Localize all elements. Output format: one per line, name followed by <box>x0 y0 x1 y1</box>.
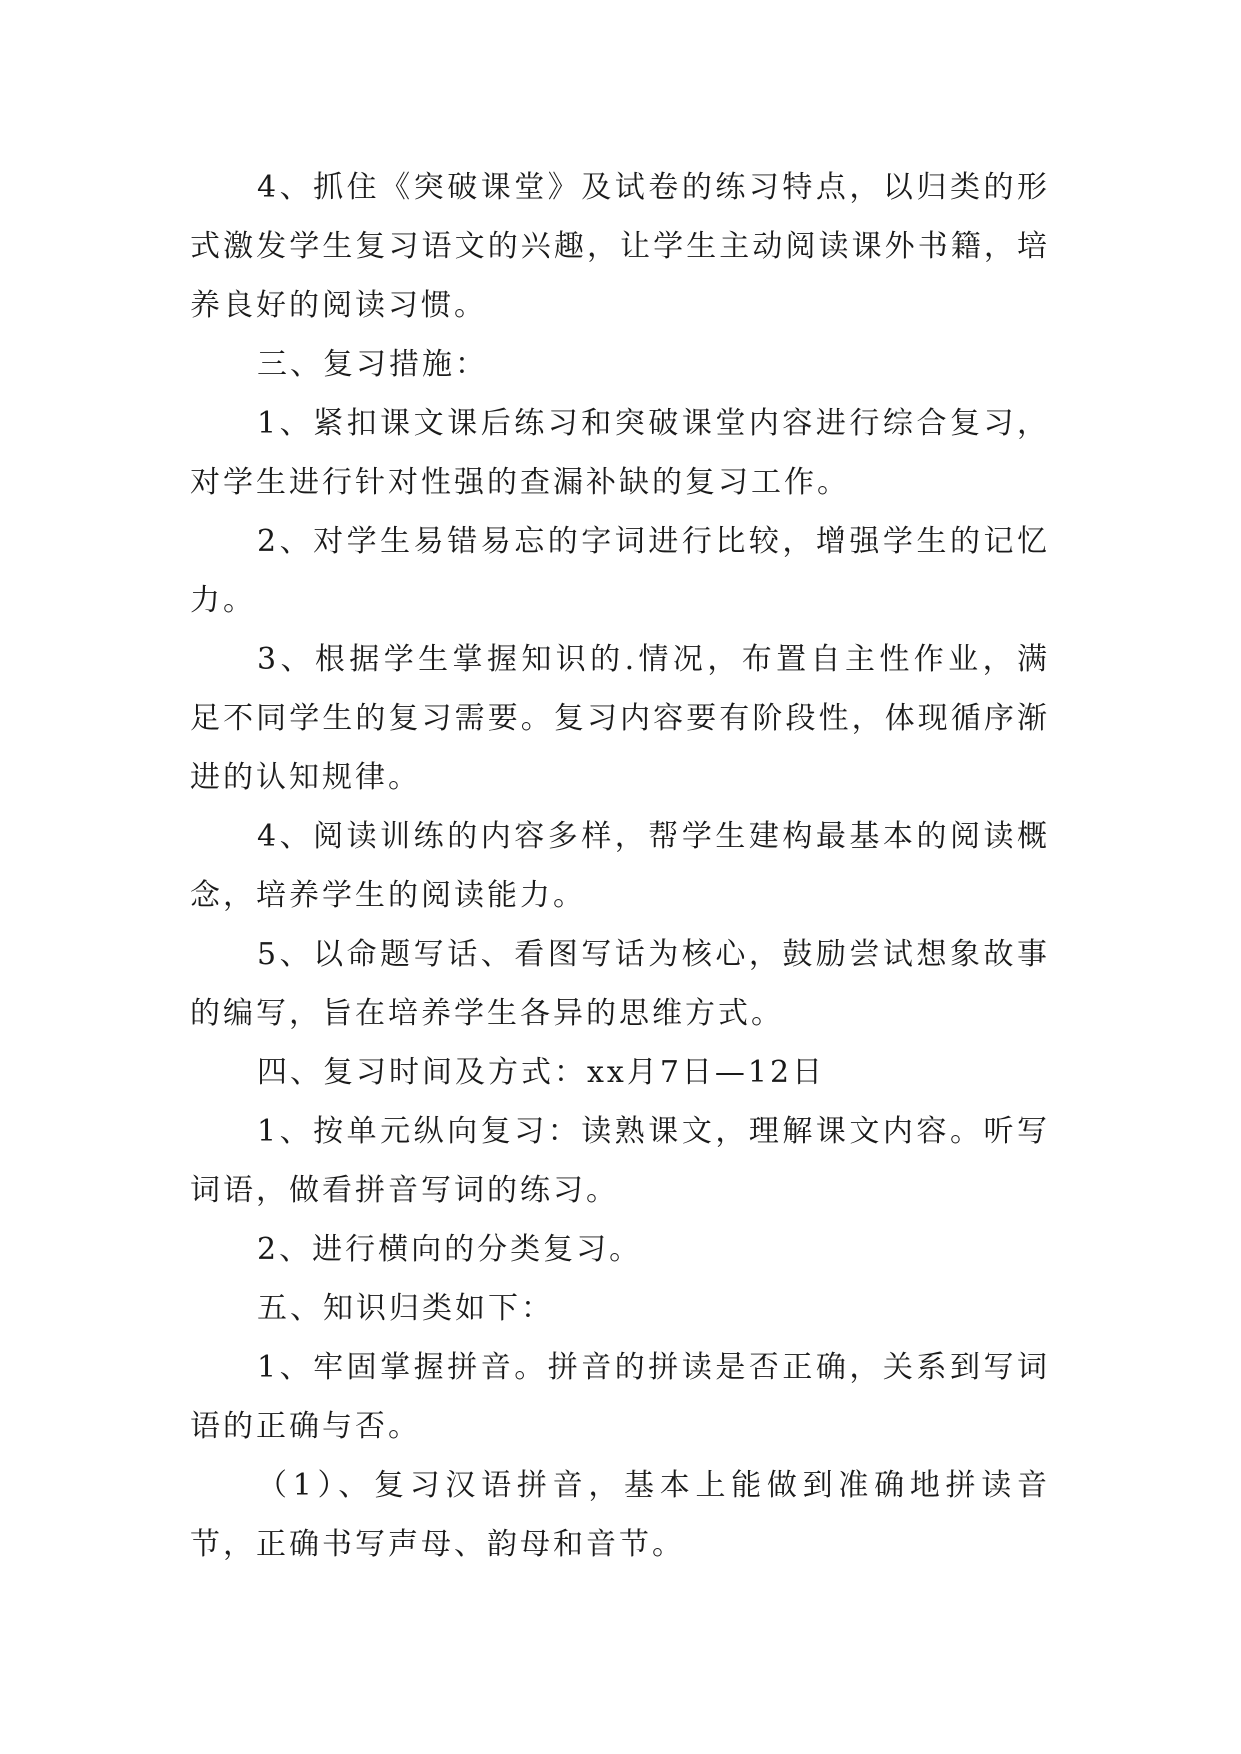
paragraph-review-interest: 4、抓住《突破课堂》及试卷的练习特点，以归类的形式激发学生复习语文的兴趣，让学生主动阅读课外书籍，培养良好的阅读习惯。 <box>190 170 1050 323</box>
paragraph-measure-3: 3、根据学生掌握知识的.情况，布置自主性作业，满足不同学生的复习需要。复习内容要有阶段性，体现循序渐进的认知规律。 <box>190 642 1050 795</box>
paragraph-knowledge-1: 1、牢固掌握拼音。拼音的拼读是否正确，关系到写词语的正确与否。 <box>190 1350 1050 1444</box>
paragraph-measure-1: 1、紧扣课文课后练习和突破课堂内容进行综合复习，对学生进行针对性强的查漏补缺的复习工作。 <box>190 406 1050 500</box>
section-heading-knowledge: 五、知识归类如下： <box>257 1291 554 1326</box>
paragraph-knowledge-1-1: （1）、复习汉语拼音，基本上能做到准确地拼读音节，正确书写声母、韵母和音节。 <box>190 1468 1050 1562</box>
section-heading-schedule: 四、复习时间及方式：xx月7日—12日 <box>257 1055 826 1090</box>
paragraph-schedule-1: 1、按单元纵向复习：读熟课文，理解课文内容。听写词语，做看拼音写词的练习。 <box>190 1114 1050 1208</box>
paragraph-measure-5: 5、以命题写话、看图写话为核心，鼓励尝试想象故事的编写，旨在培养学生各异的思维方式。 <box>190 937 1050 1031</box>
paragraph-schedule-2: 2、进行横向的分类复习。 <box>257 1232 643 1267</box>
document-body <box>190 158 1050 1574</box>
paragraph-measure-2: 2、对学生易错易忘的字词进行比较，增强学生的记忆力。 <box>190 524 1050 618</box>
section-heading-measures: 三、复习措施： <box>257 347 488 382</box>
paragraph-measure-4: 4、阅读训练的内容多样，帮学生建构最基本的阅读概念，培养学生的阅读能力。 <box>190 819 1050 913</box>
